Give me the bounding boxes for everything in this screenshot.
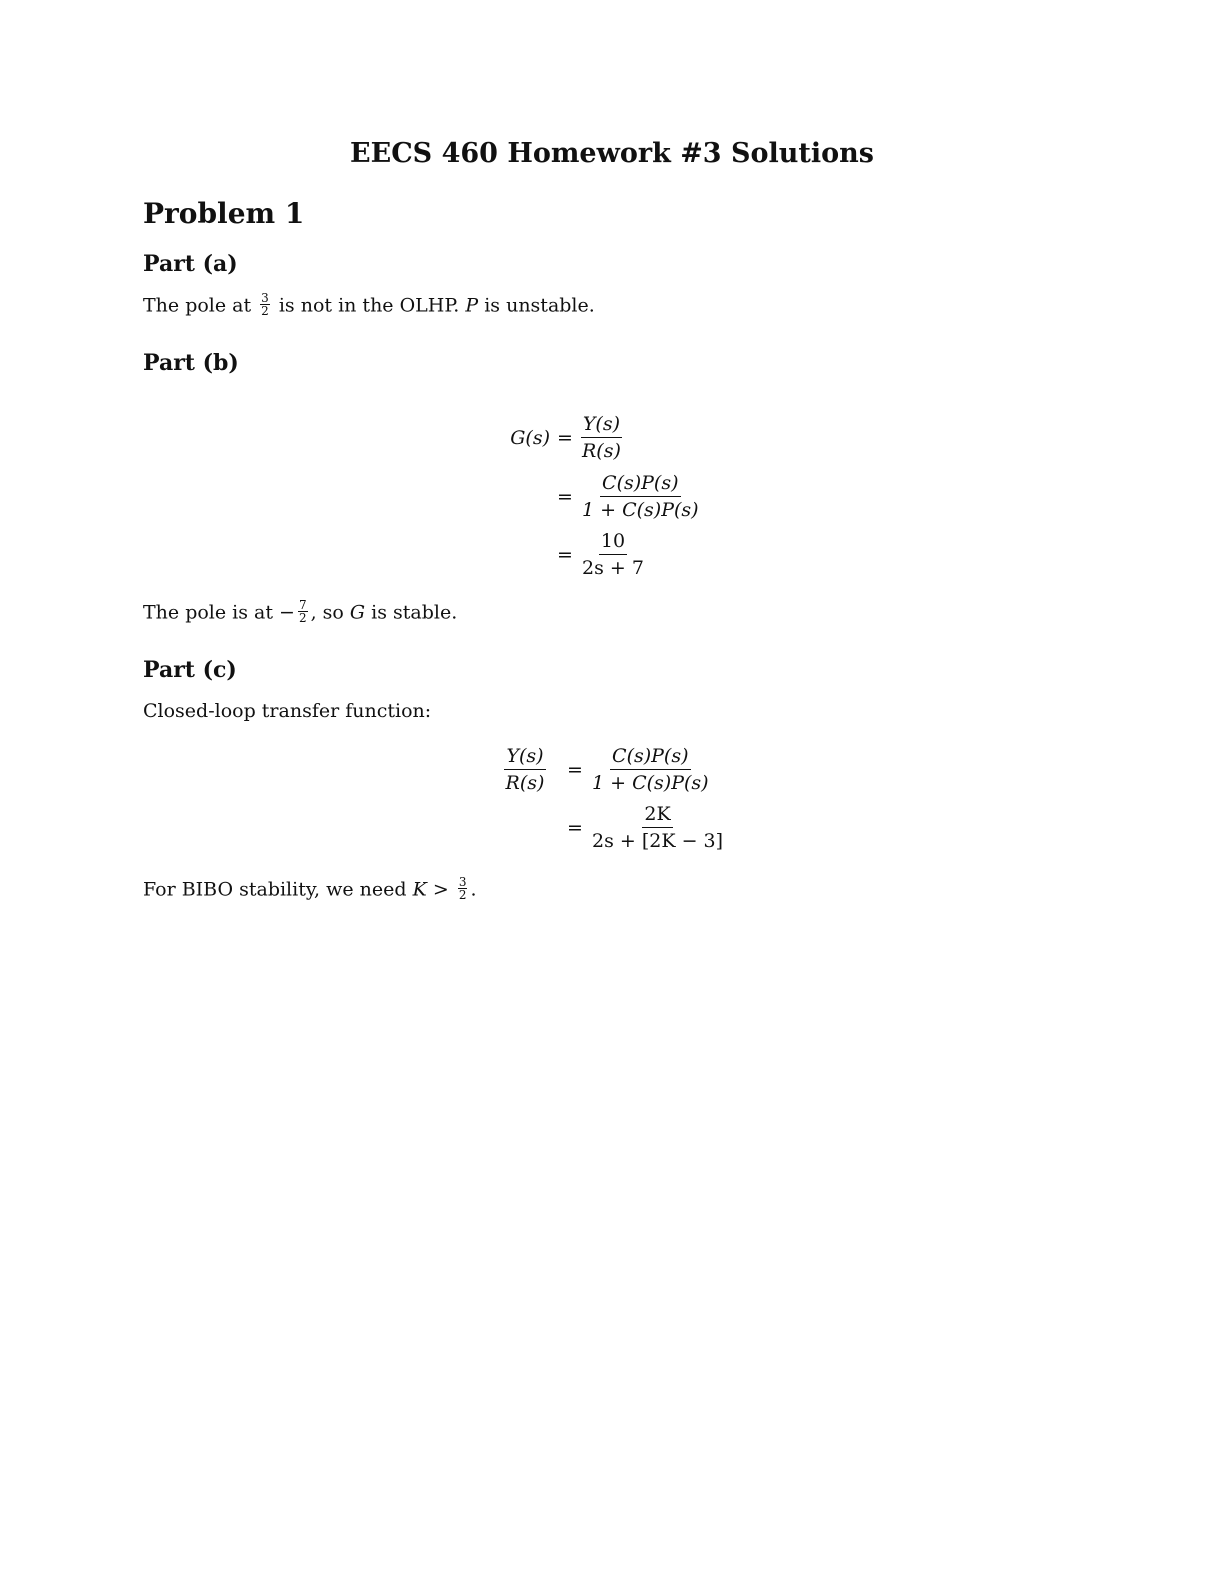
part-c-conclusion (143, 875, 477, 903)
fraction-num: 10 (599, 528, 627, 555)
fraction-num: C(s)P(s) (610, 743, 690, 770)
fraction-den: 2 (298, 611, 307, 625)
equation-fraction (590, 801, 725, 854)
fraction-den: 2 (458, 888, 467, 902)
fraction-num: Y(s) (504, 743, 545, 770)
part-c-heading: Part (c) (143, 657, 237, 683)
part-a-heading: Part (a) (143, 251, 238, 277)
part-b-equation-3 (470, 528, 646, 581)
fraction-num: 3 (261, 291, 269, 305)
document-title: EECS 460 Homework #3 Solutions (350, 138, 874, 169)
part-b-fraction (298, 599, 308, 624)
part-c-equation-1 (490, 743, 711, 796)
part-a-fraction (260, 292, 270, 317)
part-a-text-after: is unstable. (484, 294, 595, 317)
equation-fraction (580, 470, 701, 523)
part-c-text-before: For BIBO stability, we need (143, 878, 407, 901)
fraction-den: 2s + [2K − 3] (592, 830, 724, 852)
part-b-text-before: The pole is at − (143, 601, 295, 624)
part-b-var: G (349, 601, 366, 624)
part-a-var: P (465, 294, 479, 317)
equals-sign: = (567, 758, 583, 781)
equation-fraction (580, 411, 623, 464)
fraction-den: R(s) (505, 772, 545, 794)
part-c-var: K (412, 878, 427, 901)
equation-fraction (580, 528, 646, 581)
part-b-text-mid: , so (310, 601, 344, 624)
part-a-text (143, 291, 595, 319)
fraction-den: 1 + C(s)P(s) (592, 772, 709, 794)
equals-sign: = (567, 816, 583, 839)
equation-lhs-fraction (490, 743, 560, 796)
fraction-num: Y(s) (581, 411, 622, 438)
fraction-den: 2 (261, 304, 269, 318)
fraction-den: 2s + 7 (582, 557, 644, 579)
fraction-num: 7 (298, 598, 307, 612)
equation-lhs: G(s) (510, 426, 550, 449)
equation-fraction (590, 743, 711, 796)
part-b-equation-1 (470, 411, 623, 464)
part-b-heading: Part (b) (143, 350, 239, 376)
part-a-text-before: The pole at (143, 294, 252, 317)
part-b-equation-2 (470, 470, 701, 523)
part-c-intro: Closed-loop transfer function: (143, 700, 432, 722)
equals-sign: = (557, 485, 573, 508)
part-c-fraction (458, 876, 468, 901)
part-b-text (143, 598, 458, 626)
equals-sign: = (557, 426, 573, 449)
fraction-den: R(s) (582, 440, 621, 462)
problem-heading: Problem 1 (143, 197, 305, 230)
fraction-den: 1 + C(s)P(s) (582, 499, 699, 521)
equals-sign: = (557, 543, 573, 566)
part-a-text-mid: is not in the OLHP. (278, 294, 460, 317)
fraction-num: 2K (642, 801, 672, 828)
part-b-text-after: is stable. (371, 601, 458, 624)
part-c-text-after: . (470, 878, 477, 901)
fraction-num: 3 (458, 875, 467, 889)
part-c-equation-2 (490, 801, 725, 854)
part-c-relation: > (432, 878, 449, 901)
fraction-num: C(s)P(s) (600, 470, 680, 497)
